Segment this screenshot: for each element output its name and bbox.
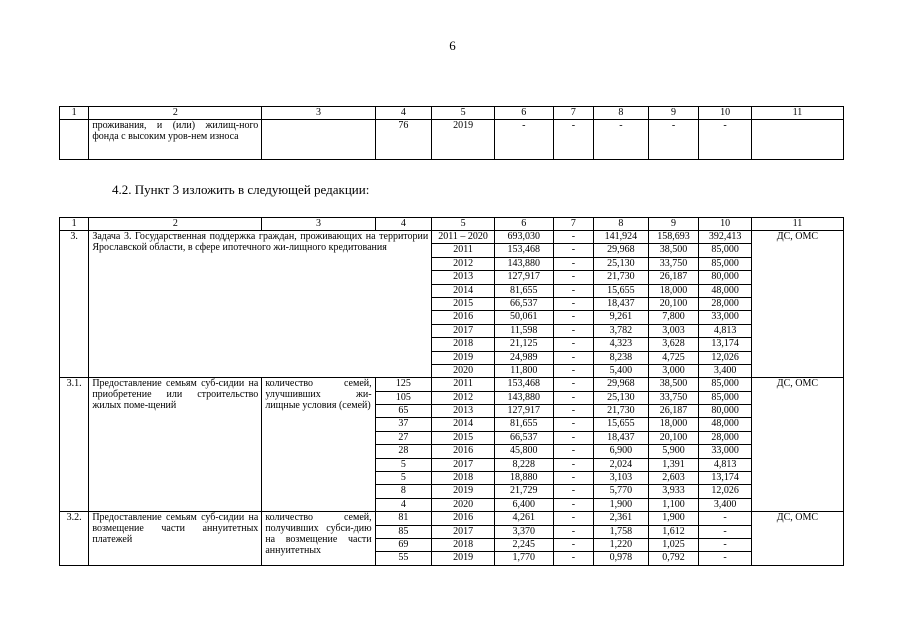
value-cell: 3,103 xyxy=(594,472,649,485)
header-cell: 1 xyxy=(60,107,89,120)
value-cell: 21,730 xyxy=(594,271,649,284)
value-cell: 3,400 xyxy=(699,364,752,377)
header-cell: 2 xyxy=(89,218,262,231)
table-row xyxy=(60,512,844,525)
value-cell: - xyxy=(553,472,593,485)
value-cell: - xyxy=(553,485,593,498)
header-cell: 2 xyxy=(89,107,262,120)
value-cell: 6,400 xyxy=(494,498,553,511)
value-cell: - xyxy=(553,418,593,431)
year-cell: 2020 xyxy=(432,498,495,511)
value-cell: - xyxy=(553,244,593,257)
value-cell: 392,413 xyxy=(699,231,752,244)
value-cell: 3,000 xyxy=(648,364,699,377)
target-value-cell: 28 xyxy=(375,445,432,458)
value-cell: 48,000 xyxy=(699,284,752,297)
value-cell: 85,000 xyxy=(699,257,752,270)
value-cell: - xyxy=(553,351,593,364)
value-cell: 6,900 xyxy=(594,445,649,458)
target-value-cell: 27 xyxy=(375,431,432,444)
value-cell: 18,437 xyxy=(594,297,649,310)
value-cell: - xyxy=(553,431,593,444)
value-cell: - xyxy=(494,120,553,160)
header-cell: 8 xyxy=(594,107,649,120)
header-cell: 8 xyxy=(594,218,649,231)
value-cell: 29,968 xyxy=(594,378,649,391)
value-cell: 141,924 xyxy=(594,231,649,244)
value-cell: 25,130 xyxy=(594,391,649,404)
value-cell: 38,500 xyxy=(648,244,699,257)
value-cell: 18,437 xyxy=(594,431,649,444)
value-cell: 20,100 xyxy=(648,297,699,310)
task-title-cell: Задача 3. Государственная поддержка граждан, проживающих на территории Ярославской области, в сфере ипотечного жи-лищного кредитования xyxy=(89,231,432,378)
value-cell: 28,000 xyxy=(699,297,752,310)
value-cell: - xyxy=(553,257,593,270)
value-cell: 1,758 xyxy=(594,525,649,538)
value-cell: 81,655 xyxy=(494,418,553,431)
year-cell: 2017 xyxy=(432,525,495,538)
value-cell: 3,782 xyxy=(594,324,649,337)
value-cell: 45,800 xyxy=(494,445,553,458)
value-cell: 5,770 xyxy=(594,485,649,498)
header-cell: 5 xyxy=(432,218,495,231)
header-cell: 3 xyxy=(262,218,375,231)
value-cell: - xyxy=(553,498,593,511)
value-cell: 158,693 xyxy=(648,231,699,244)
value-cell: 13,174 xyxy=(699,472,752,485)
value-cell: 1,612 xyxy=(648,525,699,538)
value-cell: 21,729 xyxy=(494,485,553,498)
value-cell: 1,220 xyxy=(594,538,649,551)
value-cell: - xyxy=(699,552,752,565)
value-cell: - xyxy=(553,284,593,297)
value-cell: 3,628 xyxy=(648,338,699,351)
header-cell: 5 xyxy=(432,107,495,120)
value-cell: 3,370 xyxy=(494,525,553,538)
value-cell: - xyxy=(553,271,593,284)
header-cell: 10 xyxy=(699,107,752,120)
year-cell: 2017 xyxy=(432,324,495,337)
value-cell: - xyxy=(699,525,752,538)
value-cell: - xyxy=(648,120,699,160)
indicator-cell xyxy=(262,120,375,160)
value-cell: 25,130 xyxy=(594,257,649,270)
value-cell: 26,187 xyxy=(648,271,699,284)
year-cell: 2016 xyxy=(432,311,495,324)
year-cell: 2013 xyxy=(432,405,495,418)
value-cell: 8,238 xyxy=(594,351,649,364)
value-cell: 693,030 xyxy=(494,231,553,244)
row-number-cell: 3. xyxy=(60,231,89,378)
target-value-cell: 85 xyxy=(375,525,432,538)
value-cell: - xyxy=(553,120,593,160)
value-cell: 24,989 xyxy=(494,351,553,364)
target-value-cell: 69 xyxy=(375,538,432,551)
value-cell: 4,813 xyxy=(699,324,752,337)
value-cell: 8,228 xyxy=(494,458,553,471)
header-cell: 10 xyxy=(699,218,752,231)
value-cell: 7,800 xyxy=(648,311,699,324)
executor-cell: ДС, ОМС xyxy=(751,378,843,512)
value-cell: - xyxy=(553,405,593,418)
header-cell: 3 xyxy=(262,107,375,120)
value-cell: 38,500 xyxy=(648,378,699,391)
value-cell: - xyxy=(553,538,593,551)
table-row xyxy=(60,120,844,160)
value-cell: 127,917 xyxy=(494,405,553,418)
year-cell: 2020 xyxy=(432,364,495,377)
year-cell: 2016 xyxy=(432,445,495,458)
header-cell: 9 xyxy=(648,218,699,231)
header-cell: 6 xyxy=(494,107,553,120)
program-table xyxy=(59,217,844,566)
value-cell: 50,061 xyxy=(494,311,553,324)
header-row xyxy=(60,218,844,231)
value-cell: 48,000 xyxy=(699,418,752,431)
target-value-cell: 55 xyxy=(375,552,432,565)
value-cell: 4,261 xyxy=(494,512,553,525)
year-cell: 2013 xyxy=(432,271,495,284)
value-cell: 0,792 xyxy=(648,552,699,565)
measure-title-cell: Предоставление семьям суб-сидии на возмещение части аннуитетных платежей xyxy=(89,512,262,566)
year-cell: 2012 xyxy=(432,257,495,270)
year-cell: 2015 xyxy=(432,297,495,310)
value-cell: 4,725 xyxy=(648,351,699,364)
instruction-text: 4.2. Пункт 3 изложить в следующей редакции: xyxy=(112,182,370,197)
value-cell: - xyxy=(553,324,593,337)
year-cell: 2014 xyxy=(432,418,495,431)
value-cell: - xyxy=(553,311,593,324)
value-cell: 33,000 xyxy=(699,445,752,458)
year-cell: 2018 xyxy=(432,538,495,551)
year-cell: 2012 xyxy=(432,391,495,404)
value-cell: - xyxy=(553,338,593,351)
header-cell: 11 xyxy=(751,107,843,120)
year-cell: 2019 xyxy=(432,485,495,498)
target-value-cell: 4 xyxy=(375,498,432,511)
target-value-cell: 5 xyxy=(375,458,432,471)
year-cell: 2014 xyxy=(432,284,495,297)
year-cell: 2019 xyxy=(432,351,495,364)
value-cell: - xyxy=(553,297,593,310)
value-cell: - xyxy=(553,364,593,377)
value-cell: 4,323 xyxy=(594,338,649,351)
value-cell: 11,800 xyxy=(494,364,553,377)
value-cell: 80,000 xyxy=(699,405,752,418)
year-cell: 2011 – 2020 xyxy=(432,231,495,244)
value-cell: - xyxy=(553,458,593,471)
value-cell: 127,917 xyxy=(494,271,553,284)
year-cell: 2018 xyxy=(432,338,495,351)
value-cell: - xyxy=(553,552,593,565)
value-cell: 29,968 xyxy=(594,244,649,257)
year-cell: 2016 xyxy=(432,512,495,525)
description-cell: проживания, и (или) жилищ-ного фонда с высоким уров-нем износа xyxy=(89,120,262,160)
year-cell: 2011 xyxy=(432,244,495,257)
value-cell: 33,750 xyxy=(648,391,699,404)
target-value-cell: 37 xyxy=(375,418,432,431)
value-cell: 12,026 xyxy=(699,351,752,364)
value-cell: 153,468 xyxy=(494,244,553,257)
value-cell: 18,880 xyxy=(494,472,553,485)
value-cell: 0,978 xyxy=(594,552,649,565)
measure-title-cell: Предоставление семьям суб-сидии на приобретение или строительство жилых поме-щений xyxy=(89,378,262,512)
header-row xyxy=(60,107,844,120)
value-cell: - xyxy=(553,512,593,525)
value-cell: 13,174 xyxy=(699,338,752,351)
value-cell: 80,000 xyxy=(699,271,752,284)
value-cell: - xyxy=(553,378,593,391)
year-cell: 2011 xyxy=(432,378,495,391)
target-value-cell: 8 xyxy=(375,485,432,498)
executor-cell: ДС, ОМС xyxy=(751,231,843,378)
year-cell: 2019 xyxy=(432,120,495,160)
value-cell: 18,000 xyxy=(648,418,699,431)
value-cell: 18,000 xyxy=(648,284,699,297)
value-cell: 2,603 xyxy=(648,472,699,485)
value-cell: 76 xyxy=(375,120,432,160)
table-continuation xyxy=(59,106,844,160)
value-cell: - xyxy=(699,120,752,160)
value-cell: 5,400 xyxy=(594,364,649,377)
value-cell: 33,750 xyxy=(648,257,699,270)
header-cell: 4 xyxy=(375,107,432,120)
value-cell: 1,391 xyxy=(648,458,699,471)
value-cell: 11,598 xyxy=(494,324,553,337)
value-cell: 1,900 xyxy=(648,512,699,525)
value-cell: 143,880 xyxy=(494,391,553,404)
value-cell: - xyxy=(699,512,752,525)
table-row xyxy=(60,378,844,391)
value-cell: 143,880 xyxy=(494,257,553,270)
value-cell: 81,655 xyxy=(494,284,553,297)
year-cell: 2018 xyxy=(432,472,495,485)
value-cell: 21,730 xyxy=(594,405,649,418)
value-cell: 85,000 xyxy=(699,244,752,257)
year-cell: 2015 xyxy=(432,431,495,444)
value-cell: 21,125 xyxy=(494,338,553,351)
value-cell: 20,100 xyxy=(648,431,699,444)
table-row xyxy=(60,231,844,244)
value-cell: - xyxy=(553,525,593,538)
header-cell: 7 xyxy=(553,218,593,231)
indicator-cell: количество семей, улучшивших жи-лищные условия (семей) xyxy=(262,378,375,512)
executor-cell xyxy=(751,120,843,160)
value-cell: 1,100 xyxy=(648,498,699,511)
value-cell: 1,900 xyxy=(594,498,649,511)
value-cell: - xyxy=(699,538,752,551)
value-cell: 1,025 xyxy=(648,538,699,551)
value-cell: 2,245 xyxy=(494,538,553,551)
value-cell: 4,813 xyxy=(699,458,752,471)
target-value-cell: 5 xyxy=(375,472,432,485)
row-number-cell: 3.2. xyxy=(60,512,89,566)
value-cell: 66,537 xyxy=(494,431,553,444)
header-cell: 6 xyxy=(494,218,553,231)
page-number: 6 xyxy=(449,38,456,53)
value-cell: - xyxy=(553,445,593,458)
value-cell: 5,900 xyxy=(648,445,699,458)
value-cell: - xyxy=(594,120,649,160)
value-cell: 2,024 xyxy=(594,458,649,471)
value-cell: - xyxy=(553,391,593,404)
value-cell: 3,933 xyxy=(648,485,699,498)
value-cell: 3,003 xyxy=(648,324,699,337)
value-cell: 15,655 xyxy=(594,284,649,297)
target-value-cell: 125 xyxy=(375,378,432,391)
header-cell: 9 xyxy=(648,107,699,120)
value-cell: 9,261 xyxy=(594,311,649,324)
value-cell: 15,655 xyxy=(594,418,649,431)
value-cell: 28,000 xyxy=(699,431,752,444)
value-cell: 1,770 xyxy=(494,552,553,565)
value-cell: 153,468 xyxy=(494,378,553,391)
year-cell: 2017 xyxy=(432,458,495,471)
value-cell: 26,187 xyxy=(648,405,699,418)
header-cell: 1 xyxy=(60,218,89,231)
target-value-cell: 105 xyxy=(375,391,432,404)
value-cell: 3,400 xyxy=(699,498,752,511)
header-cell: 11 xyxy=(751,218,843,231)
value-cell: 85,000 xyxy=(699,378,752,391)
value-cell: 2,361 xyxy=(594,512,649,525)
header-cell: 7 xyxy=(553,107,593,120)
value-cell: 33,000 xyxy=(699,311,752,324)
header-cell: 4 xyxy=(375,218,432,231)
value-cell: - xyxy=(553,231,593,244)
executor-cell: ДС, ОМС xyxy=(751,512,843,566)
row-number-cell xyxy=(60,120,89,160)
value-cell: 85,000 xyxy=(699,391,752,404)
row-number-cell: 3.1. xyxy=(60,378,89,512)
target-value-cell: 65 xyxy=(375,405,432,418)
target-value-cell: 81 xyxy=(375,512,432,525)
year-cell: 2019 xyxy=(432,552,495,565)
value-cell: 12,026 xyxy=(699,485,752,498)
value-cell: 66,537 xyxy=(494,297,553,310)
indicator-cell: количество семей, получивших субси-дию на возмещение части аннуитетных xyxy=(262,512,375,566)
